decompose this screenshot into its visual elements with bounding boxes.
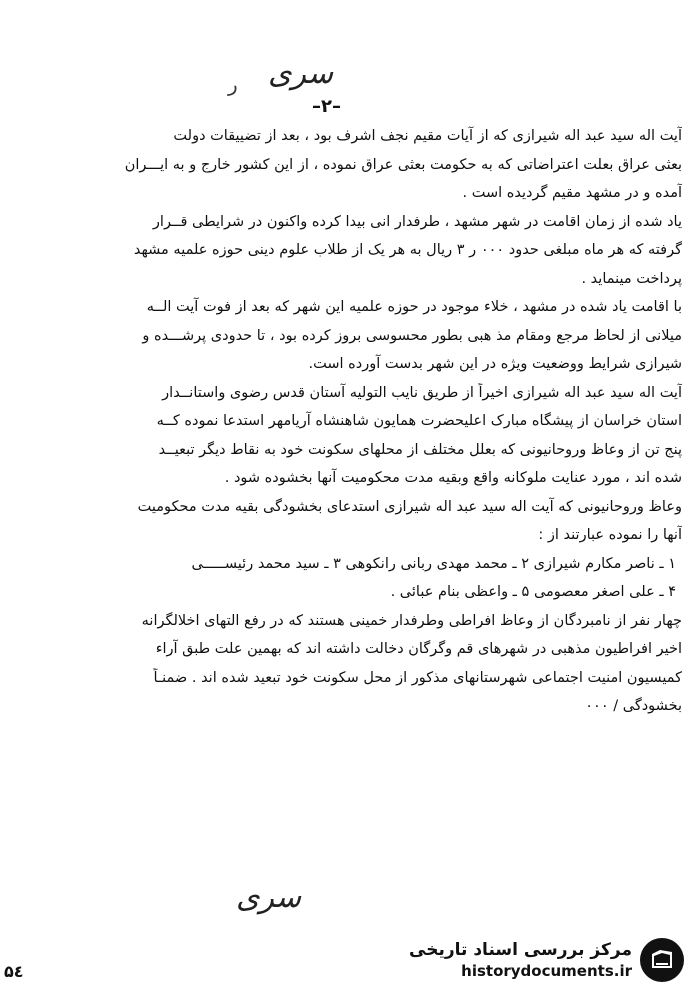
text-line: چهار نفر از نامبردگان از وعاظ افراطی وطرفدار خمینی هستند که در رفع التهای اخلالگرانه <box>141 612 682 629</box>
document-body <box>22 126 682 725</box>
watermark-url: historydocuments.ir <box>461 962 632 980</box>
page-number: –۲– <box>312 96 341 117</box>
text-line: شده اند ، مورد عنایت ملوکانه واقع وبقیه مدت محکومیت آنها بخشوده شود . <box>224 470 682 486</box>
text-line: آنها را نموده عبارتند از : <box>538 527 682 543</box>
list-item: ۴ ـ علی اصغر معصومی ۵ ـ واعظی بنام عبائی . <box>390 584 676 600</box>
text-line: شیرازی شرایط ووضعیت ویژه در این شهر بدست آورده است. <box>308 356 682 372</box>
watermark-title: مرکز بررسی اسناد تاریخی <box>409 940 632 960</box>
handwritten-mark: ر <box>228 72 238 96</box>
text-line: بخشودگی / ۰۰۰ <box>585 698 682 714</box>
clerics-list <box>22 554 682 603</box>
secret-stamp-top: سری <box>268 56 334 91</box>
paragraph-petition <box>22 383 682 546</box>
text-line: گرفته که هر ماه مبلغی حدود ۰۰۰ ر ۳ ریال به هر یک از طلاب علوم دینی حوزه علمیه مشهد <box>133 242 682 258</box>
text-line: بعثی عراق بعلت اعتراضاتی که به حکومت بعثی عراق نموده ، از این کشور خارج و به ایـــران <box>124 156 682 173</box>
text-line: وعاظ وروحانیونی که آیت اله سید عبد اله شیرازی استدعای بخشودگی بقیه مدت محکومیت <box>137 498 682 515</box>
text-line: استان خراسان از پیشگاه مبارک اعلیحضرت همایون شاهنشاه آریامهر استدعا نموده کــه <box>156 413 682 429</box>
text-line: آیت اله سید عبد اله شیرازی اخیراً از طریق نایب التولیه آستان قدس رضوی واستانــدار <box>162 384 682 401</box>
paragraph-seminary <box>22 297 682 374</box>
text-line: پنج تن از وعاظ وروحانیونی که بعلل مختلف از محلهای سکونت خود به نقاط دیگر تبعیــد <box>158 441 682 458</box>
text-line: کمیسیون امنیت اجتماعی شهرستانهای مذکور از محل سکونت خود تبعید شده اند . ضمنـاً <box>153 669 682 686</box>
list-item: ۱ ـ ناصر مکارم شیرازی ۲ ـ محمد مهدی ربانی رانکوهی ۳ ـ سید محمد رئیســـــی <box>191 555 676 572</box>
text-line: آیت اله سید عبد اله شیرازی که از آیات مقیم نجف اشرف بود ، بعد از تضییقات دولت <box>173 128 682 144</box>
document-folder-icon <box>640 938 684 982</box>
text-line: یاد شده از زمان اقامت در شهر مشهد ، طرفدار انی بیدا کرده واکنون در شرایطی قــرار <box>152 213 682 230</box>
text-line: آمده و در مشهد مقیم گردیده است . <box>462 185 682 201</box>
text-line: پرداخت مینماید . <box>581 270 682 287</box>
intro-paragraph <box>22 126 682 203</box>
archive-number: ۵٤ <box>4 962 24 981</box>
text-line: اخیر افراطیون مذهبی در شهرهای قم وگرگان دخالت داشته اند که بهمین علت طبق آراء <box>155 641 682 657</box>
paragraph-stipends <box>22 212 682 289</box>
text-line: با اقامت یاد شده در مشهد ، خلاء موجود در حوزه علمیه این شهر که بعد از فوت آیت الــه <box>146 299 682 315</box>
archive-watermark <box>394 938 684 986</box>
secret-stamp-bottom: سری <box>236 880 302 915</box>
closing-paragraph <box>22 611 682 717</box>
text-line: میلانی از لحاظ مرجع ومقام مذ هبی بطور محسوسی بروز کرده بود ، تا حدودی پرشـــده و <box>142 327 682 344</box>
